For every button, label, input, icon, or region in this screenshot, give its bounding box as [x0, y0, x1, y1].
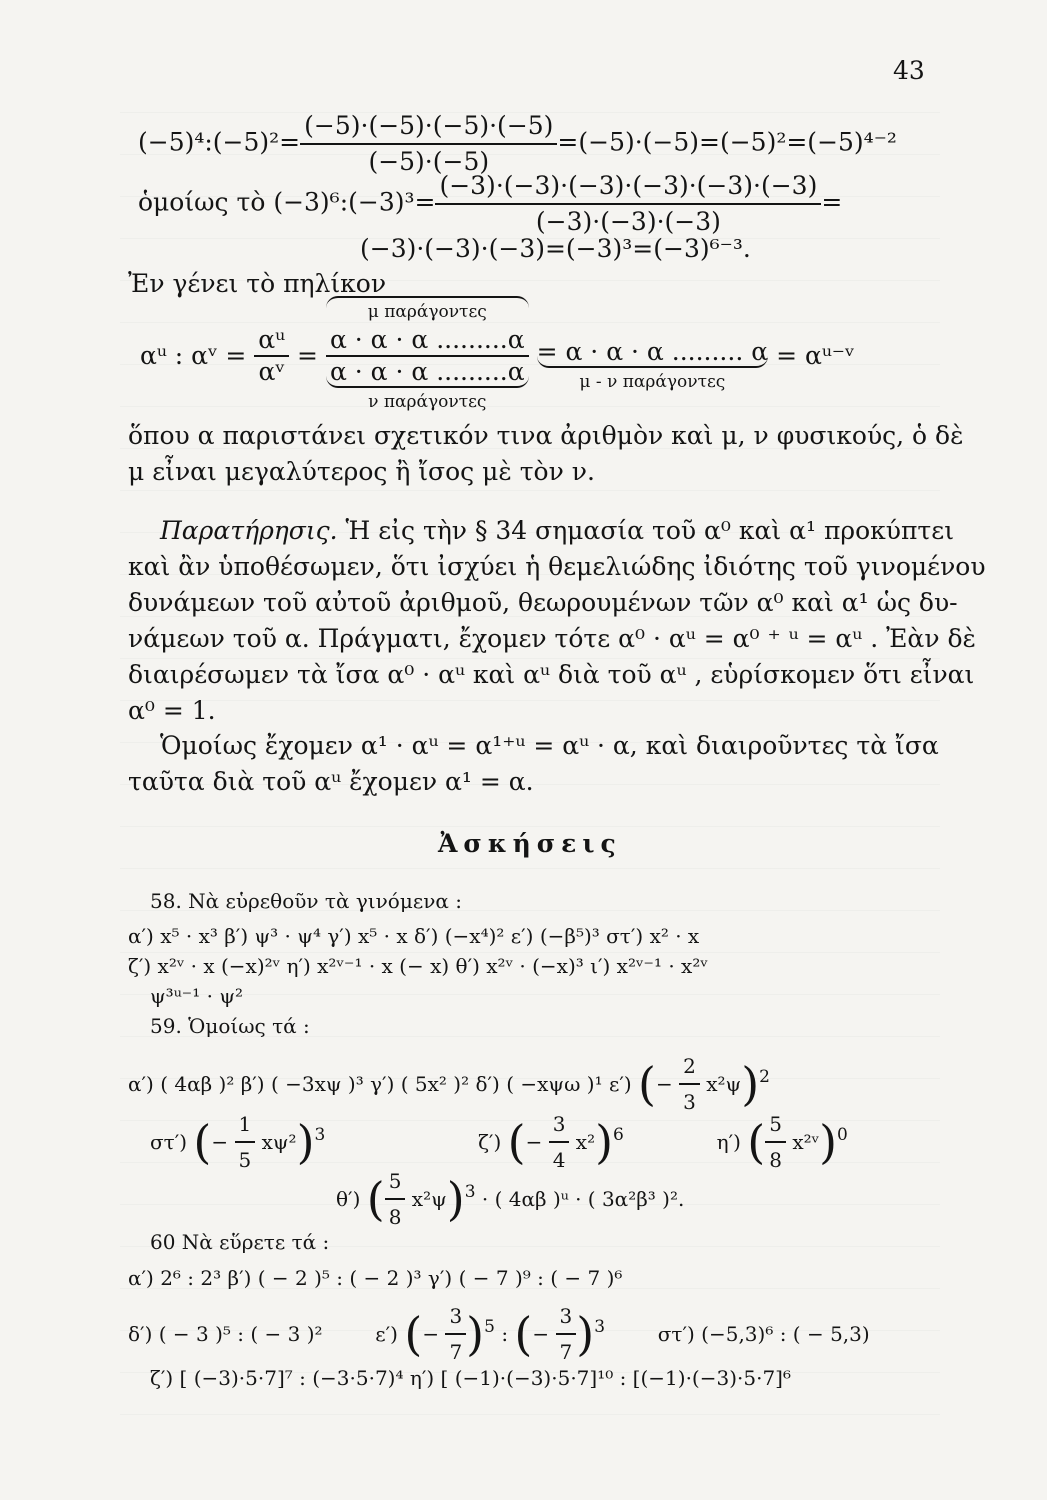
eq1-fraction	[300, 110, 557, 178]
eq3-rhs-brace-label: μ - ν παράγοντες	[579, 372, 726, 392]
ex59-e-sign: −	[655, 1072, 673, 1096]
ex59-z-den: 4	[552, 1148, 566, 1172]
para1-line2: μ εἶναι μεγαλύτερος ἢ ἴσος μὲ τὸν ν.	[128, 457, 595, 486]
eq3-fraction-1	[254, 326, 289, 386]
ex59-th-var: x²ψ	[411, 1187, 447, 1211]
ex59-th-num: 5	[385, 1165, 406, 1200]
ex60-e-den-1: 7	[449, 1340, 463, 1364]
ex59-z-exp: 6	[613, 1124, 624, 1145]
left-paren: (	[193, 1115, 212, 1169]
ex60-e-fraction-2	[556, 1300, 577, 1368]
remark-line-2: καὶ ἂν ὑποθέσωμεν, ὅτι ἰσχύει ἡ θεμελιώδης ἰδιότης τοῦ γινομένου	[128, 552, 986, 581]
eq1-lhs: (−5)⁴:(−5)²=	[138, 127, 301, 157]
ex59-z-var: x²	[575, 1130, 596, 1154]
eq2-numerator: (−3)·(−3)·(−3)·(−3)·(−3)·(−3)	[435, 170, 821, 205]
ex59-st-exp: 3	[314, 1124, 326, 1145]
eq3-f2-numerator: α · α · α .........α	[326, 326, 529, 357]
left-paren: (	[404, 1307, 423, 1361]
general-intro: Ἐν γένει τὸ πηλίκον	[128, 269, 387, 298]
minus-sign: −	[525, 1130, 543, 1154]
eq1-rhs: =(−5)·(−5)=(−5)²=(−5)⁴⁻²	[557, 127, 897, 157]
ex59-e-var: x²ψ	[706, 1072, 742, 1096]
ex60-e-exp-2: 3	[594, 1316, 606, 1337]
right-paren: )	[741, 1057, 760, 1111]
ex60-line-3: ζ′) [ (−3)·5·7]⁷ : (−3·5·7)⁴ η′) [ (−1)·(−3)·5·7]¹⁰ : [(−1)·(−3)·5·7]⁶	[150, 1366, 792, 1390]
ex59-h-den: 8	[769, 1148, 782, 1172]
eq3-bottom-brace-label: ν παράγοντες	[368, 392, 487, 412]
ex59-z-num: 3	[549, 1108, 570, 1143]
ex59-a-to-d: α′) ( 4αβ )² β′) ( −3xψ )³ γ′) ( 5x² )² δ′) ( −xψω )¹	[128, 1072, 603, 1096]
ex59-th-rest: · ( 4αβ )ᵘ · ( 3α²β³ )².	[481, 1187, 685, 1211]
right-paren: )	[446, 1172, 465, 1226]
ex59-th-fraction	[385, 1165, 406, 1233]
ex59-st-var: xψ²	[261, 1130, 297, 1154]
ex59-st-fraction	[235, 1108, 256, 1176]
remark-title: Παρατήρησις.	[160, 516, 338, 545]
ex60-e-num-1: 3	[445, 1300, 466, 1335]
left-paren: (	[366, 1172, 385, 1226]
minus-sign: −	[532, 1322, 550, 1346]
left-paren: (	[507, 1115, 526, 1169]
right-paren: )	[595, 1115, 614, 1169]
ex59-th-den: 8	[388, 1205, 402, 1229]
ex58-title: 58. Νὰ εὑρεθοῦν τὰ γινόμενα :	[150, 889, 462, 913]
ex60-e-label: ε′)	[375, 1322, 398, 1346]
ex59-th-exp: 3	[464, 1181, 476, 1202]
eq3-right-product	[537, 316, 769, 396]
right-paren: )	[576, 1307, 595, 1361]
eq3-lhs: αᵘ : αᵛ =	[140, 341, 247, 370]
ex60-title: 60 Νὰ εὕρετε τά :	[150, 1230, 330, 1254]
remark-line-6: α⁰ = 1.	[128, 696, 216, 725]
ex60-line-1: α′) 2⁶ : 2³ β′) ( − 2 )⁵ : ( − 2 )³ γ′) ( − 7 )⁹ : ( − 7 )⁶	[128, 1266, 623, 1290]
ex58-line-2: ζ′) x²ᵛ · x (−x)²ᵛ η′) x²ᵛ⁻¹ · x (− x) θ′) x²ᵛ · (−x)³ ι′) x²ᵛ⁻¹ · x²ᵛ	[128, 954, 708, 978]
eq2-fraction	[435, 170, 821, 238]
equation-2	[138, 170, 842, 238]
left-paren: (	[747, 1115, 766, 1169]
eq3-rhs-final: = αᵘ⁻ᵛ	[776, 341, 855, 370]
right-paren: )	[819, 1115, 838, 1169]
equation-3	[140, 296, 854, 416]
eq1-numerator: (−5)·(−5)·(−5)·(−5)	[300, 110, 557, 145]
page-number: 43	[893, 56, 925, 85]
eq3-f1-denominator: αᵛ	[258, 357, 285, 386]
left-paren: (	[638, 1057, 656, 1111]
eq3-fraction-2	[326, 296, 529, 416]
ex59-st-den: 5	[238, 1148, 252, 1172]
ex59-title: 59. Ὁμοίως τά :	[150, 1014, 310, 1038]
right-paren: )	[466, 1307, 485, 1361]
ex60-d: δ′) ( − 3 )⁵ : ( − 3 )²	[128, 1322, 323, 1346]
remark-line-1	[160, 515, 954, 547]
remark-line-5: διαιρέσωμεν τὰ ἴσα α⁰ · αᵘ καὶ αᵘ διὰ τοῦ αᵘ , εὑρίσκομεν ὅτι εἶναι	[128, 660, 975, 689]
ex58-line-3: ψ³ᵘ⁻¹ · ψ²	[150, 984, 244, 1008]
ex59-e-exp: 2	[759, 1066, 770, 1087]
minus-sign: −	[211, 1130, 229, 1154]
remark-line-4: νάμεων τοῦ α. Πράγματι, ἔχομεν τότε α⁰ · αᵘ = α⁰ ⁺ ᵘ = αᵘ . Ἐὰν δὲ	[128, 624, 976, 653]
equation-1	[138, 110, 897, 178]
ex58-line-1: α′) x⁵ · x³ β′) ψ³ · ψ⁴ γ′) x⁵ · x δ′) (−x⁴)² ε′) (−β⁵)³ στ′) x² · x	[128, 924, 700, 948]
ex60-e-fraction-1	[445, 1300, 466, 1368]
ex59-line-3	[336, 1165, 684, 1233]
eq3-rhs-product: = α · α · α ......... α	[536, 337, 769, 366]
ex59-e-num: 2	[679, 1050, 700, 1085]
ex59-h-var: x²ᵛ	[792, 1130, 820, 1154]
left-paren: (	[514, 1307, 533, 1361]
ex59-st-num: 1	[235, 1108, 256, 1143]
para1-line1: ὅπου α παριστάνει σχετικόν τινα ἀριθμὸν καὶ μ, ν φυσικούς, ὁ δὲ	[128, 421, 964, 450]
ex60-st: στ′) (−5,3)⁶ : ( − 5,3)	[657, 1322, 870, 1346]
remark-line-3: δυνάμεων τοῦ αὐτοῦ ἀριθμοῦ, θεωρουμένων τῶν α⁰ καὶ α¹ ὡς δυ-	[128, 588, 958, 617]
division-colon: :	[501, 1322, 509, 1346]
ex60-e-den-2: 7	[559, 1340, 573, 1364]
exercises-heading: Ἀσκήσεις	[438, 829, 622, 858]
ex60-e-exp-1: 5	[484, 1316, 495, 1337]
ex60-line-2	[128, 1300, 870, 1368]
eq3-f1-numerator: αᵘ	[254, 326, 289, 357]
ex59-h-num: 5	[765, 1108, 786, 1143]
ex59-z-label: ζ′)	[478, 1130, 502, 1154]
eq3-top-brace-label: μ παράγοντες	[326, 296, 529, 326]
eq2-rhs: =	[821, 187, 843, 217]
minus-sign: −	[422, 1322, 440, 1346]
eq3-f2-denominator: α · α · α .........α	[326, 357, 529, 388]
ex60-e-num-2: 3	[556, 1300, 577, 1335]
ex59-e-label: ε′)	[608, 1072, 632, 1096]
eq2-denominator: (−3)·(−3)·(−3)	[535, 207, 721, 236]
right-paren: )	[296, 1115, 315, 1169]
similar-line-1: Ὁμοίως ἔχομεν α¹ · αᵘ = α¹⁺ᵘ = αᵘ · α, καὶ διαιροῦντες τὰ ἴσα	[160, 731, 939, 760]
similar-line-2: ταῦτα διὰ τοῦ αᵘ ἔχομεν α¹ = α.	[128, 767, 534, 796]
remark-text-1: Ἡ εἰς τὴν § 34 σημασία τοῦ α⁰ καὶ α¹ προκύπτει	[345, 516, 955, 545]
eq2-lhs: ὁμοίως τὸ (−3)⁶:(−3)³=	[138, 187, 436, 217]
ex59-h-fraction	[765, 1108, 786, 1176]
eq3-equals: =	[297, 341, 318, 370]
ex59-th-label: θ′)	[336, 1187, 361, 1211]
eq2-continuation: (−3)·(−3)·(−3)=(−3)³=(−3)⁶⁻³.	[360, 234, 751, 263]
ex59-h-label: η′)	[716, 1130, 741, 1154]
ex59-e-den: 3	[683, 1090, 696, 1114]
eq1-denominator: (−5)·(−5)	[368, 147, 490, 176]
ex59-h-exp: 0	[837, 1124, 848, 1145]
ex59-st-label: στ′)	[150, 1130, 188, 1154]
